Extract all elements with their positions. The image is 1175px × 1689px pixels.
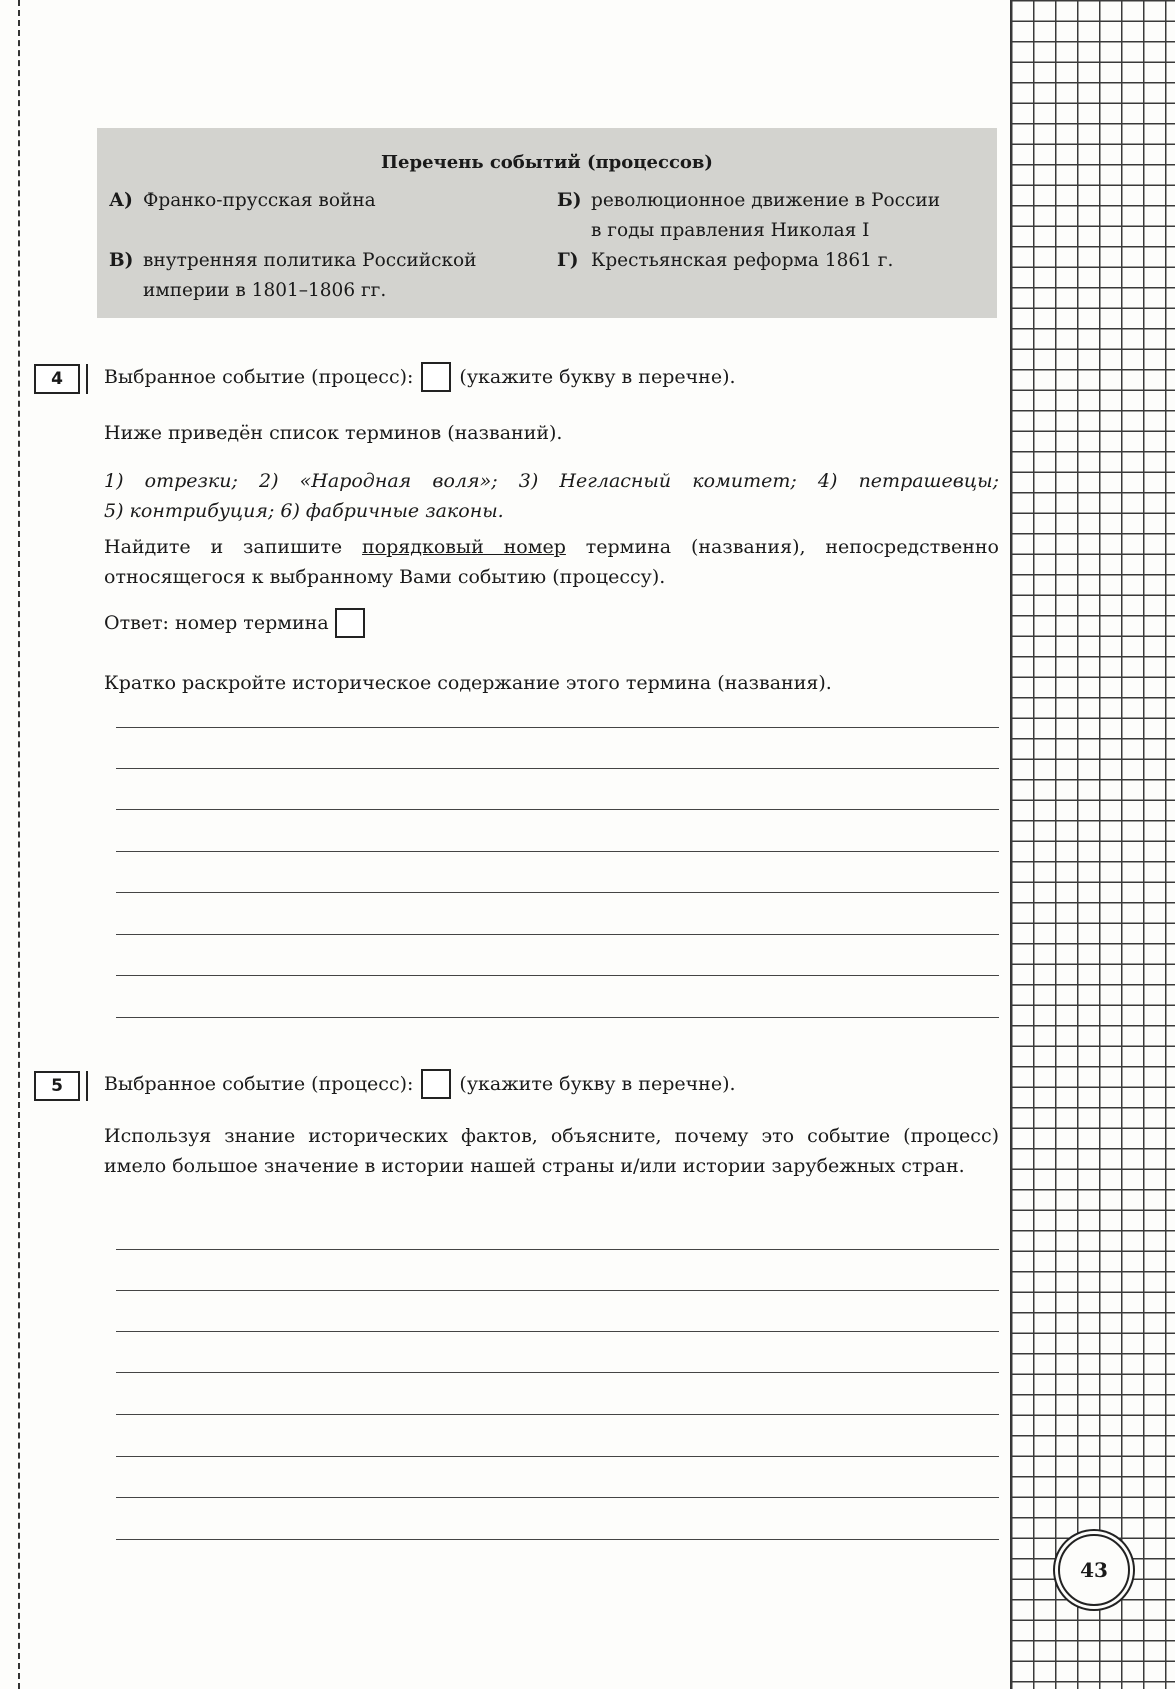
selected-event-label: Выбранное событие (процесс):: [104, 1073, 414, 1095]
instruction-pre: Найдите и запишите: [104, 536, 343, 558]
answer-line[interactable]: [116, 1372, 999, 1373]
answer-line[interactable]: [116, 1497, 999, 1498]
answer-line[interactable]: [116, 768, 999, 769]
event-letter: Б): [557, 190, 582, 211]
event-letter: В): [109, 250, 134, 271]
term-number-box[interactable]: [335, 608, 365, 638]
instruction-post: термина (названия), непосредственно: [585, 536, 999, 558]
instruction-underlined: порядковый номер: [362, 536, 566, 558]
event-text: Крестьянская реформа 1861 г.: [591, 250, 894, 271]
terms-intro: Ниже приведён список терминов (названий).: [104, 422, 563, 444]
event-a: [109, 186, 529, 216]
answer-line[interactable]: [116, 1539, 999, 1540]
terms-line-1: 1) отрезки; 2) «Народная воля»; 3) Негласный комитет; 4) петрашевцы;: [104, 470, 999, 492]
selected-event-hint: (укажите букву в перечне).: [459, 366, 736, 388]
answer-line[interactable]: [116, 1331, 999, 1332]
event-g: [557, 246, 997, 276]
events-list-box: [97, 128, 997, 318]
page-number: 43: [1058, 1534, 1130, 1606]
terms-list: [104, 466, 999, 526]
task-5-number: 5: [34, 1071, 80, 1101]
events-list-title: Перечень событий (процессов): [381, 152, 713, 173]
event-text-cont: империи в 1801–1806 гг.: [143, 280, 387, 301]
task-4-letter-box[interactable]: [421, 362, 451, 392]
instruction-line-2: относящегося к выбранному Вами событию (процессу).: [104, 566, 666, 588]
answer-line[interactable]: [116, 1414, 999, 1415]
answer-line[interactable]: [116, 975, 999, 976]
answer-line[interactable]: [116, 851, 999, 852]
task-4-answer-row: [104, 608, 373, 638]
event-text-cont: в годы правления Николая I: [591, 220, 870, 241]
instruction-line-1: [104, 532, 999, 562]
event-letter: Г): [557, 250, 579, 271]
task-4-number: 4: [34, 364, 80, 394]
answer-line[interactable]: [116, 727, 999, 728]
answer-label: Ответ: номер термина: [104, 612, 329, 634]
event-text: революционное движение в России: [591, 190, 941, 211]
cut-line: [18, 0, 20, 1689]
task-4-instruction: [104, 532, 999, 592]
answer-line[interactable]: [116, 1017, 999, 1018]
task-5-question: Используя знание исторических фактов, объясните, почему это событие (процесс) имело большое значение в истории нашей страны и/или истории зарубежных стран.: [104, 1125, 999, 1177]
event-text: внутренняя политика Российской: [143, 250, 477, 271]
selected-event-hint: (укажите букву в перечне).: [459, 1073, 736, 1095]
answer-grid-margin: [1010, 0, 1175, 1689]
task-5-selected-row: [104, 1069, 736, 1099]
event-text: Франко-прусская война: [143, 190, 376, 211]
event-b: [557, 186, 997, 246]
answer-line[interactable]: [116, 1290, 999, 1291]
selected-event-label: Выбранное событие (процесс):: [104, 366, 414, 388]
answer-line[interactable]: [116, 809, 999, 810]
task-4-selected-row: [104, 362, 736, 392]
task-5-letter-box[interactable]: [421, 1069, 451, 1099]
event-letter: А): [109, 190, 133, 211]
answer-line[interactable]: [116, 934, 999, 935]
answer-line[interactable]: [116, 1456, 999, 1457]
answer-line[interactable]: [116, 1249, 999, 1250]
event-v: [109, 246, 529, 306]
terms-line-2: 5) контрибуция; 6) фабричные законы.: [104, 500, 504, 522]
explain-prompt: Кратко раскройте историческое содержание этого термина (названия).: [104, 672, 832, 694]
answer-line[interactable]: [116, 892, 999, 893]
